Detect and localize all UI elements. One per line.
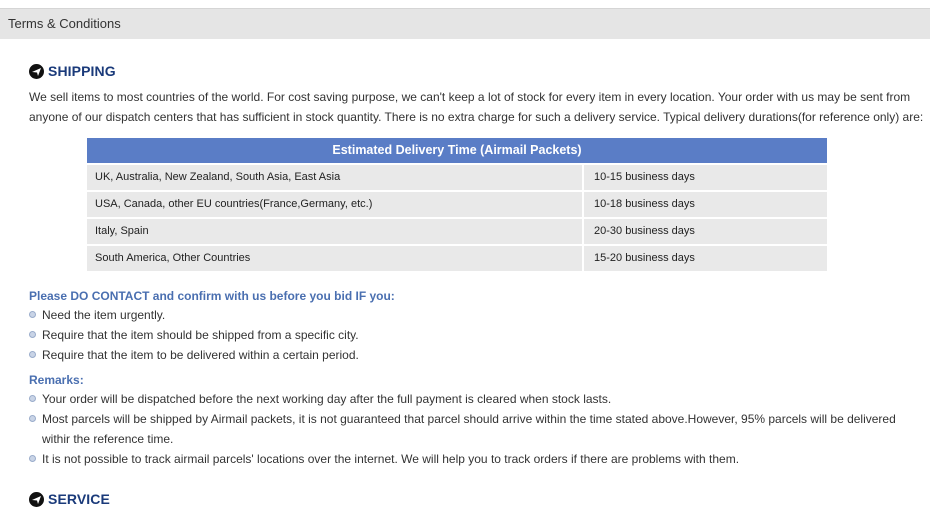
list-item: Most parcels will be shipped by Airmail packets, it is not guaranteed that parcel should arrive within the time stated above.However, 95% parcels will be delivered withir the reference time. [29,409,924,449]
region-cell: Italy, Spain [87,219,582,244]
shipping-heading [29,62,116,80]
circle-bullet-icon [29,415,36,422]
airplane-icon [29,492,44,507]
circle-bullet-icon [29,351,36,358]
time-cell: 10-18 business days [584,192,827,217]
time-cell: 10-15 business days [584,165,827,190]
table-row [87,165,827,190]
list-item: Need the item urgently. [29,305,924,325]
service-title: SERVICE [48,491,110,507]
circle-bullet-icon [29,395,36,402]
list-item: Require that the item to be delivered within a certain period. [29,345,924,365]
table-row [87,192,827,217]
airplane-icon [29,64,44,79]
circle-bullet-icon [29,331,36,338]
delivery-time-table [87,138,827,273]
list-item: Your order will be dispatched before the next working day after the full payment is cleared when stock lasts. [29,389,924,409]
region-cell: South America, Other Countries [87,246,582,271]
list-item: It is not possible to track airmail parcels' locations over the internet. We will help you to track orders if there are problems with them. [29,449,924,469]
contact-heading: Please DO CONTACT and confirm with us before you bid IF you: [29,289,395,303]
contact-list [29,305,924,365]
delivery-table-title: Estimated Delivery Time (Airmail Packets) [87,138,827,165]
table-row [87,246,827,271]
circle-bullet-icon [29,311,36,318]
terms-header-bar [0,8,930,39]
region-cell: USA, Canada, other EU countries(France,Germany, etc.) [87,192,582,217]
region-cell: UK, Australia, New Zealand, South Asia, East Asia [87,165,582,190]
circle-bullet-icon [29,455,36,462]
time-cell: 20-30 business days [584,219,827,244]
shipping-intro: We sell items to most countries of the world. For cost saving purpose, we can't keep a lot of stock for every item in every location. Your order with us may be sent from anyone of our dispatch centers that has sufficient in stock quantity. There is no extra charge for such a delivery service. Typical delivery durations(for reference only) are: [29,90,924,124]
list-item: Require that the item should be shipped from a specific city. [29,325,924,345]
service-heading [29,490,110,508]
remarks-heading: Remarks: [29,373,84,387]
time-cell: 15-20 business days [584,246,827,271]
table-row [87,219,827,244]
shipping-title: SHIPPING [48,63,116,79]
remarks-list [29,389,924,469]
page-title: Terms & Conditions [8,16,121,31]
